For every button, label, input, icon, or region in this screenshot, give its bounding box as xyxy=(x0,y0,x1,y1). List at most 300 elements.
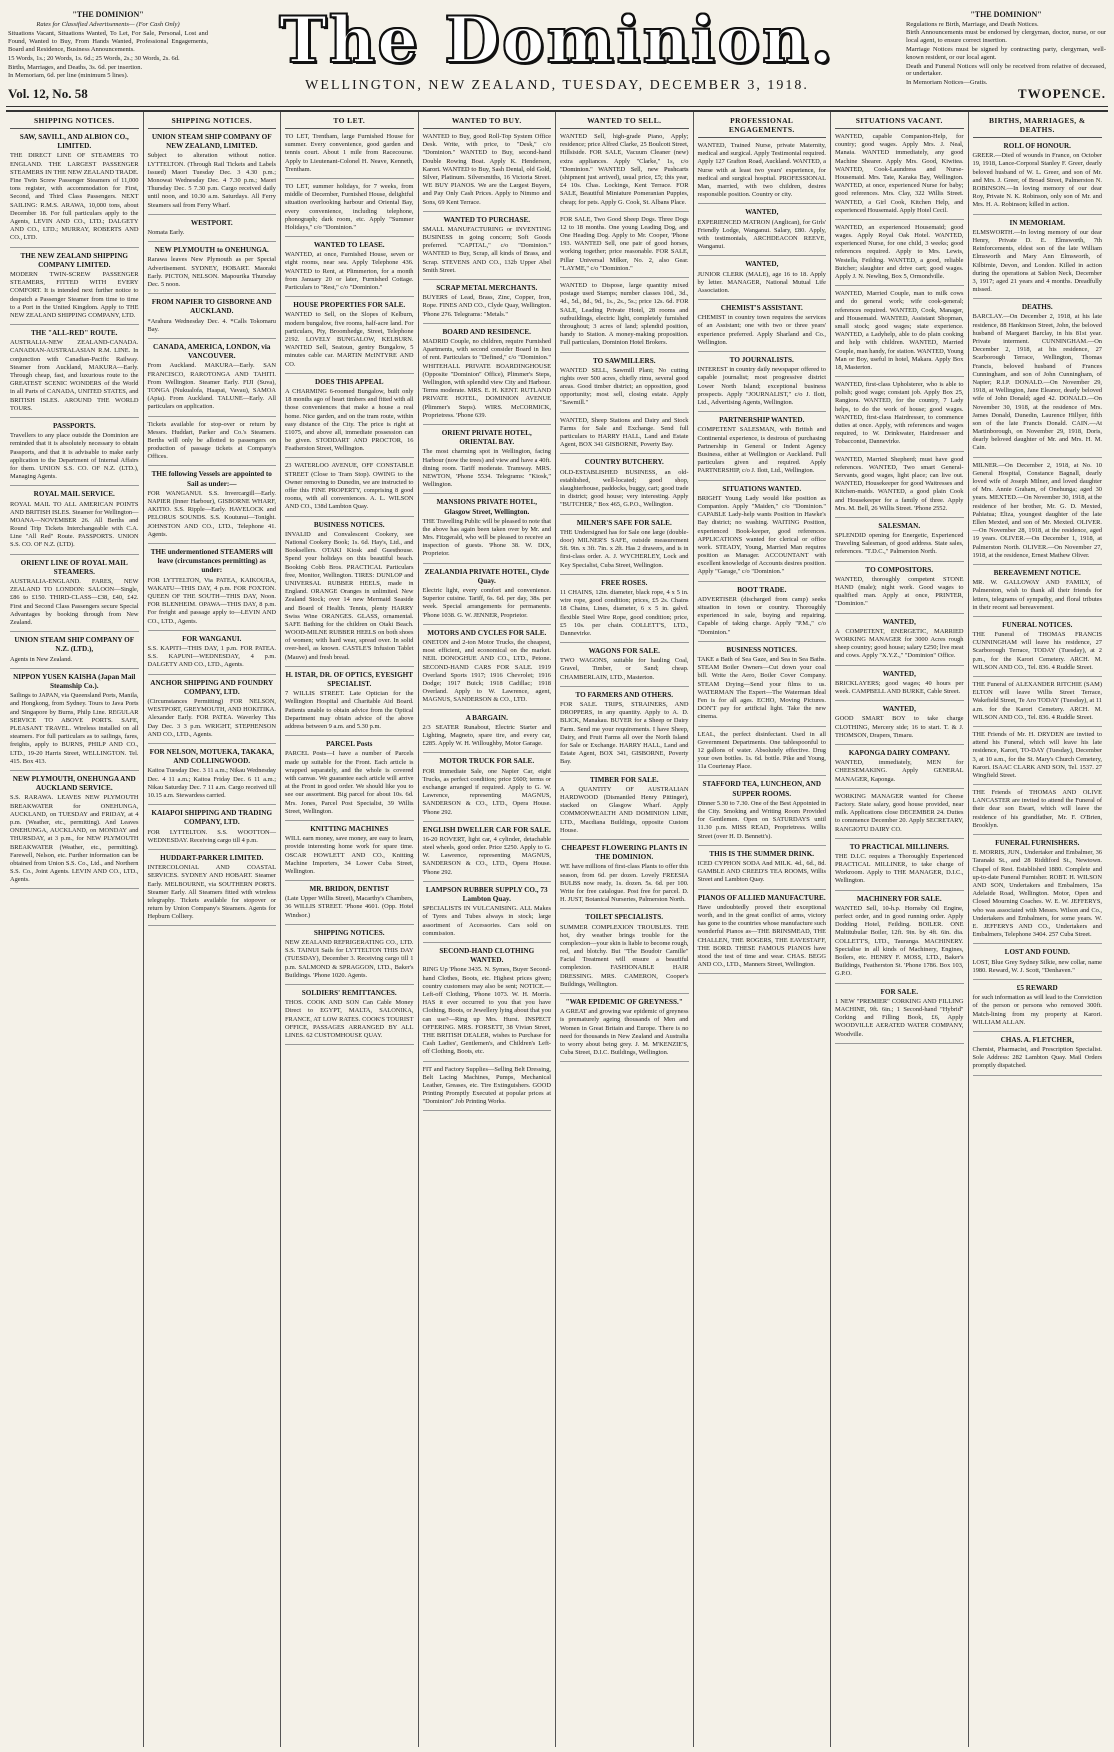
ad-body: WILL earn money, save money, are easy to learn, provide interesting home work for spare time. OSCAR HOWLETT AND CO., Knitting Machine Importers, 34 Lower Cuba Street, Wellington. xyxy=(285,835,414,875)
advertisement xyxy=(973,569,1103,617)
advertisement xyxy=(698,142,827,204)
ad-heading: ORIENT LINE OF ROYAL MAIL STEAMERS. xyxy=(20,558,128,576)
advertisement xyxy=(560,519,689,575)
ad-heading: TO PRACTICAL MILLINERS. xyxy=(849,842,949,851)
ad-heading: FOR WANGANUI. xyxy=(182,634,242,643)
right-ear-line: Regulations re Birth, Marriage, and Death Notices. xyxy=(906,20,1039,28)
column-heading: WANTED TO SELL. xyxy=(560,112,689,129)
ad-heading: SAW, SAVILL, AND ALBION CO., LIMITED. xyxy=(19,133,129,151)
ad-body: 1 NEW "PREMIER" CORKING AND FILLING MACHINE, 9ft. 6in.; 1 Second-hand "Hybrid" Corking and Filling Book, £6, Apply WOODVILLE AERATED WATER COMPANY, Woodville. xyxy=(835,997,964,1038)
ad-heading: ANCHOR SHIPPING AND FOUNDRY COMPANY, LTD. xyxy=(150,678,274,696)
column-heading: PROFESSIONAL ENGAGEMENTS. xyxy=(698,112,827,138)
ad-heading: FROM NAPIER TO GISBORNE AND AUCKLAND. xyxy=(151,298,272,316)
advertisement xyxy=(10,775,139,890)
ad-body: MODERN TWIN-SCREW PASSENGER STEAMERS, FITTED WITH EVERY COMFORT. It is intended next further notice to despatch a Passenger Steamer from time to time to a Port in the United Kingdom. Apply to THE NEW ZEALAND SHIPPING COMPANY, LTD. xyxy=(10,270,139,319)
advertisement xyxy=(423,328,552,425)
ad-body: EXPERIENCED MATRON (Anglican), for Girls' Friendly Lodge, Wanganui. Salary, £80. Apply, with testimonials, ARCHDEACON REEVE, Wanganui. xyxy=(697,218,826,251)
ad-body: TO LET, Trentham, large Furnished House for summer. Every convenience, good garden and tennis court. About 1 mile from Racecourse. Apply to Lieutenant-Colonel H. Neave, Kenneth, Trentham. xyxy=(285,133,414,173)
ad-heading: MILNER'S SAFE FOR SALE. xyxy=(576,518,672,527)
ad-heading: WANTED TO PURCHASE. xyxy=(443,215,531,224)
advertisement xyxy=(285,378,414,459)
left-ear-line: Situations Vacant, Situations Wanted, To Let, For Sale, Personal, Lost and Found, Wanted to Buy, From Hands Wanted, Professional Engagements, Board and Residence, Business Announcements. xyxy=(8,30,208,53)
advertisement xyxy=(835,749,964,789)
column-heading: BIRTHS, MARRIAGES, & DEATHS. xyxy=(973,112,1103,138)
ad-heading: BUSINESS NOTICES. xyxy=(726,645,798,654)
advertisement xyxy=(285,183,414,237)
ad-heading: HUDDART-PARKER LIMITED. xyxy=(160,853,264,862)
advertisement xyxy=(835,224,964,286)
advertisement xyxy=(148,298,277,339)
ad-body: MR. W. GALLOWAY AND FAMILY, of Palmerston, wish to thank all their friends for letters, telegrams of sympathy, and floral tributes in their recent sad bereavement. xyxy=(972,579,1102,611)
ad-heading: THE NEW ZEALAND SHIPPING COMPANY LIMITED. xyxy=(20,251,128,269)
column-heading: SHIPPING NOTICES. xyxy=(148,112,277,129)
ad-body: SMALL MANUFACTURING or INVENTING BUSINESS in going concern; Soft Goods preferred. "CAPITAL," c/o "Dominion." WANTED to Buy, Scrap, all kinds of Brass, and Scrap. STEVENS AND CO., 132b Upper Abel Smith Street. xyxy=(422,225,551,274)
advertisement xyxy=(285,301,414,374)
column-5 xyxy=(556,112,694,1747)
ad-body: BRICKLAYERS; good wages; 40 hours per week. CAMPBELL AND BURKE, Cable Street. xyxy=(835,679,964,695)
ad-body: Chemist, Pharmacist, and Prescription Specialist. Sole Address: 282 Lambton Quay. Mail Orders promptly dispatched. xyxy=(972,1046,1102,1070)
advertisement xyxy=(285,989,414,1045)
ad-heading: A BARGAIN. xyxy=(465,713,508,722)
ad-heading: ROLL OF HONOUR. xyxy=(1003,142,1071,150)
column-2 xyxy=(144,112,282,1747)
column-4 xyxy=(419,112,557,1747)
ad-body: INVALID and Convalescent Cookery, see National Cookery Book; 1s. 6d. Hay's, Ltd., and Booksellers. OTAKI Kiosk and Guesthouse. Spend your holidays on this beautiful beach. Booking Cobb Bros. PRACTICAL Particulars free, Monitor, Wellington. TIRES: DUNLOP and UNIVERSAL RUBBER HEELS, made in England. ORANGE Oranges in unlimited. New Zealand Stock; over 14 new Mermaid Seaside and Board of Health. Tennis, plenty HARRY Swiss Wine ORANGES. GLASS, ornamental. SAFE Bathing for the children on Otaki Beach. WOOD-MILNE RUBBER HEELS on both shoes of women; with hard wear, spread over. In solid over-heel, as known. CASTLE'S Infusion Tablet (Mauve) and fresh bread. xyxy=(285,530,414,661)
ad-heading: ORIENT PRIVATE HOTEL, ORIENTAL BAY. xyxy=(441,428,532,447)
ad-heading: BOOT TRADE. xyxy=(737,585,787,594)
advertisement xyxy=(285,133,414,179)
ad-body: WE have millions of first-class Plants to offer this season, from 6d. per dozen. Lovely FREESIA BULBS now ready, 1s. dozen. 5s. 6d. per 100. Write for free catalogue. Post free for parcel. D. H. JUST, Botanical Nurseries, Palmerston North. xyxy=(560,863,689,904)
ad-heading: FREE ROSES. xyxy=(601,578,648,587)
ad-heading: PARTNERSHIP WANTED. xyxy=(719,416,805,425)
right-ear-title: "THE DOMINION" xyxy=(970,10,1042,19)
ad-body: FIT and Factory Supplies—Selling Belt Dressing, Belt Lacing Machines, Pumps, Mechanical Leather, Greases, etc. Tire Extinguishers. GOOD Printing Promptly Executed at popular prices at "Dominion" Job Printing Works. xyxy=(422,1065,551,1106)
ad-heading: SOLDIERS' REMITTANCES. xyxy=(301,989,397,997)
ad-body: GOOD SMART BOY to take charge CLOTHING, Mercery side; 16 to start. T. & J. THOMSON, Drapers, Timaru. xyxy=(835,715,964,739)
ad-body: TAKE a Bath of Sea Gaze, and Sea in Sea Baths. STEAM Boiler Owners—Cut down your coal bill. Write the Aero, Boiler Cover Company. STEAM Drying—Send your films to us. WATERMAN The Expert—The Waterman Ideal Fen is for all ages. ECHO, Moving Pictures. DON'T pay for artificial light. Take the new cinema. xyxy=(697,656,826,721)
advertisement xyxy=(973,303,1103,457)
advertisement xyxy=(835,133,964,220)
ad-body: AUSTRALIA-ENGLAND. FARES, NEW ZEALAND TO LONDON: SALOON—Single, £86 to £150. THIRD-CLASS—£38, £40, £42. First and Second Class Passengers secure Special Advantages by booking through from New Zealand. xyxy=(10,578,139,627)
advertisement xyxy=(285,521,414,667)
advertisement xyxy=(423,1066,552,1112)
ad-body: WANTED, Married Shepherd; must have good references. WANTED, Two smart General-Servants, good wages, light place; can live out. WANTED, Housekeeper for good Waitresses and Kitchen-maids. WANTED, a good plain Cook and Housekeeper for a family of three. Apply Mrs. M. Bell, 26 Willis Street. 'Phone 2552. xyxy=(835,455,964,512)
ad-body: Have undoubtedly proved their exceptional worth, and in the great conflict of arms, victory has gone to the countries whose manufacture such wonderful Pianos as—THE BRINSMEAD, THE CHALLEN, THE ROGERS, THE EAVESTAFF, THE BORD. THESE FAMOUS PIANOS have stood the test of time and wear. CHAS. BEGG AND CO., LTD., Manners Street, Wellington. xyxy=(697,903,826,969)
advertisement xyxy=(423,826,552,882)
ad-body: Tickets available for stop-over or return by Messrs. Huddart, Parker and Co.'s Steamers. Berths will only be allotted to passengers on production of passage tickets at Company's Offices. xyxy=(147,420,276,461)
ad-body: WANTED Sell, high-grade Piano, Apply; residence; price Alfred Clarke, 25 Boulcott Street, Hillsiside. FOR SALE, Vacuum Cleaner (new) extra appliances. Apply "Clarke," 1s, c/o "Dominion." WANTED Sell, new Pushcarts (shipment just arrived), usual price, £5; this year, £4 10s. Chas. Lockings, Kent Terrace. FOR SALE, Beautiful Miniature Pomeranian Puppies, cheap; for pets. Apply G. Cook, St. Albans Place. xyxy=(560,133,689,206)
ad-body: 11 CHAINS, 12in. diameter, black rope, 4 x 5 in. wire rope, good condition; prices, £5 2s. Chains 18 Chains, Lines, diameter, 6 x 5 in. galvd. flexible Steel Wire Rope, good condition; price, £5 10s. per chain. COLLETT'S, LTD., Dannevirke. xyxy=(560,588,689,637)
ad-heading: WANTED, xyxy=(882,669,916,678)
volume-number: Vol. 12, No. 58 xyxy=(8,86,88,101)
masthead xyxy=(6,4,1108,107)
ad-body: WANTED to Dispose, large quantity mixed postage used Stamps; number classes 10d., 3d., 4d., 5d., 8d., 9d., 1s., 2s., 5s.; price 12s. 6d. FOR SALE, Leading Private Hotel, 28 rooms and outbuildings, electric light, completely furnished throughout; 3 acres of land; splendid position, handy to Station. A money-making proposition. Full particulars, Dominion Hotel Brokers. xyxy=(560,282,689,347)
advertisement xyxy=(285,671,414,736)
ad-heading: CHEMIST'S ASSISTANT. xyxy=(720,304,803,313)
advertisement xyxy=(835,705,964,745)
advertisement xyxy=(10,559,139,633)
ad-heading: UNION STEAM SHIP COMPANY OF N.Z. (LTD.), xyxy=(14,636,135,654)
ad-heading: TO COMPOSITORS. xyxy=(865,565,934,574)
ad-body: WANTED, an experienced Housemaid; good wages. Apply Royal Oak Hotel. WANTED, experienced Nurse, for one child, 3 weeks; good references required. Apply to Mrs. Lewis, Westella, Feilding. WANTED, a good, reliable Butcher; slaughter and drive cart; good wages. Apply J. N. Newling, Box 5, Ormondville. xyxy=(835,223,964,280)
ad-body: AUSTRALIA-NEW ZEALAND-CANADA. CANADIAN-AUSTRALASIAN R.M. LINE. In conjunction with Canadian-Pacific Railway. Steamer from Auckland, MAKURA—Early. Through cheap, fast, and luxurious route to the GREATEST SCENIC WONDERS of the World in all Parts of CANADA, UNITED STATES, and BRITISH ISLES. AROUND THE WORLD TOURS. xyxy=(10,339,139,412)
left-ear-line: 15 Words, 1s.; 20 Words, 1s. 6d.; 25 Words, 2s.; 30 Words, 2s. 6d. xyxy=(8,54,180,62)
ad-body: Agents in New Zealand. xyxy=(10,655,73,663)
advertisement xyxy=(698,780,827,845)
ad-heading: COUNTRY BUTCHERY. xyxy=(584,458,664,467)
ad-body: THE DIRECT LINE OF STEAMERS TO ENGLAND. THE LARGEST PASSENGER STEAMERS IN THE NEW ZEALAND TRADE. Fine Twin Screw Passenger Steamers of 11,000 tons register, with accommodation for First, Second, and Third Class Passengers. NEXT SAILING: R.M.S. ARAWA, 10,000 tons, about December 18. For full particulars apply to the Agents, LEVIN AND CO., LTD.; DALGETY AND CO., LTD.; MURRAY, ROBERTS AND CO., LTD. xyxy=(10,152,139,242)
advertisement xyxy=(423,429,552,494)
ad-body: WANTED SELL, Sawmill Plant; No cutting rights over 500 acres, chiefly rimu, several good areas. Good timber district; an opposition, good opportunity; most sell, closing estate. Apply "Sawmill." xyxy=(560,366,689,407)
advertisement xyxy=(148,470,277,544)
ad-body: JUNIOR CLERK (MALE), age 16 to 18. Apply by letter. MANAGER, National Mutual Life Association. xyxy=(697,270,826,294)
newspaper-title: The Dominion. xyxy=(279,3,835,78)
advertisement xyxy=(560,691,689,772)
advertisement xyxy=(148,809,277,850)
advertisement xyxy=(560,282,689,353)
advertisement xyxy=(560,133,689,212)
ad-heading: IN MEMORIAM. xyxy=(1009,218,1065,227)
advertisement xyxy=(285,740,414,821)
ad-heading: FUNERAL FURNISHERS. xyxy=(995,839,1080,848)
advertisement xyxy=(148,246,277,294)
ad-heading: BUSINESS NOTICES. xyxy=(313,520,385,529)
advertisement xyxy=(835,618,964,666)
advertisement xyxy=(148,421,277,467)
ad-body: WANTED, first-class Upholsterer, who is able to polish; good wage; constant job. Apply Box 25, Rangiora. WANTED, for the country, 7 Lady helps, to do the work of house; good wages. WANTED, first-class Hairdresser, to commence duties at once. Apply, with references and wages required, to W. Drinkwater, Hairdresser and Tobacconist, Dannevirke. xyxy=(835,381,964,446)
ad-body: for such information as will lead to the Conviction of the person or persons who removed 300ft. Match-lining from my property at Karori. WILLIAM ALLAN. xyxy=(972,994,1102,1026)
ad-body: BARCLAY.—On December 2, 1918, at his late residence, 88 Hankinson Street, John, the beloved husband of Margaret Barclay, in his 81st year. Private interment. CUNNINGHAM.—On December 2, 1918, at his residence, 27 Scarborough Terrace, Wellington, Thomas Francis, beloved husband of Frances Cunningham, and son of John Cunningham, of Napier; R.I.P. DONALD.—On November 29, 1918, at Wellington, Jane Eleanor, dearly beloved wife of John Donald; aged 42. DONALD.—On November 30, 1918, at the residence of Mrs. James Donald, Dunedin, Laurence Hillyer, fifth son of the late Francis Donald. CAIN.—At Martinborough, on November 29, 1918, Doris, dearly beloved daughter of Mr. and Mrs. H. M. Cain. xyxy=(972,313,1102,452)
dateline: WELLINGTON, NEW ZEALAND, TUESDAY, DECEMBER 3, 1918. xyxy=(305,78,809,93)
advertisement xyxy=(973,681,1103,727)
ad-heading: MR. BRIDON, DENTIST xyxy=(309,885,389,894)
advertisement xyxy=(423,568,552,625)
ad-body: WANTED, Trained Nurse, private Maternity, medical and surgical. Apply Testimonial required. Apply 127 Grafton Road, Auckland. WANTED, a Nurse with at least two years' experience, for medical and surgical hospital. PROFESSIONAL Man, married, with two children, desires responsible position. Country or city. xyxy=(697,142,826,199)
advertisement xyxy=(835,566,964,614)
column-7 xyxy=(831,112,969,1747)
ad-heading: WANTED, xyxy=(882,705,916,714)
ad-heading: HOUSE PROPERTIES FOR SALE. xyxy=(293,301,406,310)
ad-heading: TO FARMERS AND OTHERS. xyxy=(575,690,674,699)
ad-body: WANTED to Sell, on the Slopes of Kelburn, modern bungalow, five rooms, half-acre land. For particulars, Pty, Broomhedge, Street, Telephone 2192. LOVELY BUNGALOW, KELBURN. WANTED Sell, Seatoun, gentry Bungalow, 5 minutes cable car. MARTIN McINTYRE AND CO. xyxy=(285,311,414,368)
advertisement xyxy=(148,548,277,631)
advertisement xyxy=(423,886,552,943)
ad-body: E. MORRIS, JUN., Undertaker and Embalmer, 36 Taranaki St., and 28 Riddiford St., Newtown. Chapel of Rest. Established 1880. Complete and up-to-date Funeral Furnisher. ROBT. H. WILSON AND SON, Undertakers and Embalmers, 15a Adelaide Road, Wellington. Motor, Open and Closed Mourning Coaches. W. E. W. JEFFERYS, who was associated with Messrs. Wilson and Co., Undertakers and Embalmers, for some years. W. E. JEFFERYS AND CO., Undertakers and Embalmers, Telephone 3404. 257 Cuba Street. xyxy=(972,849,1102,939)
ad-body: THE Funeral of ALEXANDER RITCHIE (SAM) ELTON will leave Willis Street Terrace, Wakefield Street, Te Aro TODAY (Tuesday), at 11 a.m. for the Karori Cemetery. ARCH. M. WILSON AND CO., Tel. 836. 4 Ruddle Street. xyxy=(972,681,1102,721)
ad-heading: DOES THIS APPEAL xyxy=(314,377,384,386)
ad-heading: TIMBER FOR SALE. xyxy=(590,775,659,784)
ad-heading: FUNERAL NOTICES. xyxy=(1002,620,1073,629)
column-1 xyxy=(6,112,144,1747)
ad-heading: THIS IS THE SUMMER DRINK. xyxy=(709,849,815,858)
ad-heading: WAGONS FOR SALE. xyxy=(588,647,660,656)
ad-body: CHEMIST in country town requires the services of an Assistant; one with two or three years' experience preferred. Apply Sharland and Co., Wellington. xyxy=(697,314,826,346)
ad-body: SPECIALISTS IN VULCANISING. ALL Makes of Tyres and Tubes always in stock; large assortment of Accessories. Cars sold on commission. xyxy=(422,905,551,937)
advertisement xyxy=(148,133,277,215)
advertisement xyxy=(10,252,139,326)
ad-body: TWO WAGONS, suitable for hauling Coal, Gravel, Timber, or Sand; cheap. CHAMBERLAIN, LTD., Masterton. xyxy=(560,657,689,681)
ad-body: THE Undersigned has for Sale one large (double-door) MILNER'S SAFE, outside measurement 5ft. 9in. x 3ft. 7in. x 2ft. Has 2 drawers, and is in first-class order. A. J. WYCHERLEY, Lock and Key Specialist, Cuba Street, Wellington. xyxy=(560,528,689,569)
ad-body: 7 WILLIS STREET. Late Optician for the Wellington Hospital and Charitable Aid Board. Patients unable to obtain advice from the Optical Department may obtain advice of the above address between 9 a.m. and 5.30 p.m. xyxy=(285,690,414,730)
ad-body: OLD-ESTABLISHED BUSINESS, an old-established, well-located; good shop, slaughterhouse, paddocks, buggy, cart; good trade in district; good house; very interesting. Apply "BUTCHER," Box 465, G.P.O., Wellington. xyxy=(560,468,689,509)
ad-body: S.S. RARAWA. LEAVES NEW PLYMOUTH BREAKWATER for ONEHUNGA, AUCKLAND, on TUESDAY and FRIDAY, at 4 p.m. (Weather, etc., permitting). And Leaves ONEHUNGA, AUCKLAND, on MONDAY and THURSDAY, at 3 p.m., for NEW PLYMOUTH BREAKWATER (Weather, etc., permitting). Farewell, Nelson, etc. Further information can be obtained from Union S.S. Co., Ltd., and Northern S.S. Co., Joint Agents. LEVIN AND CO., LTD., Agents. xyxy=(10,794,139,884)
ad-heading: ROYAL MAIL SERVICE. xyxy=(33,490,115,499)
ad-heading: SITUATIONS WANTED. xyxy=(722,484,802,493)
column-heading: TO LET. xyxy=(285,112,414,129)
column-3 xyxy=(281,112,419,1747)
advertisement xyxy=(560,776,689,840)
ad-heading: CHEAPEST FLOWERING PLANTS IN THE DOMINION. xyxy=(561,843,688,862)
ad-body: COMPETENT SALESMAN, with British and Continental experience, is desirous of purchasing Partnership in General or Indent Agency Business, either at Wellington or Auckland. Full particulars given and required. Apply PARTNERSHIP, c/o J. Ilott, Ltd., Wellington. xyxy=(697,426,826,475)
ad-body: FOR LYTTELTON. S.S. WOOTTON—WEDNESDAY. Receiving cargo till 4 p.m. xyxy=(147,828,276,844)
ad-body: A COMPETENT, ENERGETIC, MARRIED WORKING MANAGER for 3000 Acres rough sheep country; good house; salary £250; live meat and cows. Apply "X.Y.Z.," "Dominion" Office. xyxy=(835,627,964,660)
ad-heading: PIANOS OF ALLIED MANUFACTURE. xyxy=(697,893,826,902)
advertisement xyxy=(423,498,552,563)
advertisement xyxy=(10,636,139,669)
advertisement xyxy=(423,629,552,710)
advertisement xyxy=(10,673,139,771)
ad-body: ADVERTISER (discharged from camp) seeks situation in town or country. Thoroughly experienced in sale, buying and repairing. Capable of taking charge. Apply "P.M.," c/o "Dominion." xyxy=(697,595,826,636)
advertisement xyxy=(285,929,414,985)
advertisement xyxy=(973,731,1103,785)
ad-heading: CHAS. A. FLETCHER, xyxy=(1000,1035,1074,1044)
advertisement xyxy=(423,216,552,280)
ad-body: ELMSWORTH.—In loving memory of our dear Henry, Private D. E. Elmsworth, 7th Reinforcements, eldest son of the late William Elmsworth and Mary Ann Elmsworth, of Kilbirnie, Devon, and London. Killed in action during the operations at Sablon Neck, December 3, 1917; aged 21 years and 4 months. Dreadfully missed. xyxy=(972,228,1102,294)
ad-body: 2/3 SEATER Runabout, Electric Starter and Lighting, Magneto, spare tire, and every car, £285. Apply W. H. Willoughby, Motor Garage. xyxy=(422,723,551,748)
ad-heading: MOTOR TRUCK FOR SALE. xyxy=(439,757,535,766)
advertisement xyxy=(423,947,552,1062)
ad-body: BUYERS of Lead, Brass, Zinc, Copper, Iron, Rope. FINES AND CO., Clyde Quay, Wellington. 'Phone 276. Telegrams: "Metals." xyxy=(422,294,551,318)
title-block xyxy=(236,4,878,94)
ad-heading: KAIAPOI SHIPPING AND TRADING COMPANY, LTD. xyxy=(151,809,273,827)
ad-body: FOR LYTTELTON, Via PATEA, KAIKOURA, WAKATU—THIS DAY, 4 p.m. FOR FOXTON. QUEEN OF THE SOUTH—THIS DAY, Noon. FOR BLENHEIM. OPAWA—THIS DAY, 8 p.m. For freight and passage apply to—LEVIN AND CO., LTD., Agents. xyxy=(147,576,276,625)
advertisement xyxy=(423,757,552,821)
ad-body: Dinner 5.30 to 7.30. One of the Best Appointed in the City. Smoking and Writing Room Provided for Gentlemen. Open on SATURDAYS until 11.30 p.m. MISS READ, Proprietress. Willis Street (over H. D. Bennett's). xyxy=(697,799,826,840)
advertisement xyxy=(973,1036,1103,1076)
ad-body: WANTED, at once, Furnished House, seven or eight rooms, near sea. Apply Telephone 436. WANTED to Rent, at Plimmerton, for a month from January 20 or later, Furnished Cottage. Particulars to "Rest," c/o "Dominion." xyxy=(285,251,414,292)
ad-body: INTEREST in country daily newspaper offered to capable journalist; most progressive district Lower North Island; exceptional business prospects. Apply "JOURNALIST," c/o J. Ilott, Ltd., Advertising Agents, Wellington. xyxy=(697,366,826,406)
ad-heading: PASSPORTS. xyxy=(52,421,96,430)
advertisement xyxy=(560,913,689,994)
ad-body: From Auckland. MAKURA—Early. SAN FRANCISCO, RAROTONGA AND TAHITI. From Wellington. Steamer Early. FIJI (Suva), TONGA (Nukualofa, Haapai, Vavau), SAMOA (Apia). From Auckland. TALUNE—Early. All particulars on application. xyxy=(147,362,276,411)
ad-heading: WANTED, xyxy=(745,260,779,269)
ad-body: ICED CYPHON SODA And MILK. 4d., 6d., 8d. GAMBLE AND CREED'S TEA ROOMS, Willis Street and Lambton Quay. xyxy=(697,860,826,884)
ad-body: S.S. KAPITI—THIS DAY, 1 p.m. FOR PATEA. S.S. KAPUNI—WEDNESDAY, 4 p.m. DALGETY AND CO., LTD., Agents. xyxy=(147,645,276,669)
ad-body: Nomata Early. xyxy=(147,228,185,236)
ad-heading: MANSIONS PRIVATE HOTEL, Glasgow Street, Wellington. xyxy=(436,498,538,516)
column-heading: WANTED TO BUY. xyxy=(423,112,552,129)
ad-body: THE Friends of Mr. H. DRYDEN are invited to attend his Funeral, which will leave his late residence, Karori, TO-DAY (Tuesday), December 3, at 10 a.m., for the St. Mary's Church Cemetery, Karori. ISAAC CLARK AND SON, Tel. 1537. 27 Wingfield Street. xyxy=(972,730,1102,779)
ad-heading: THE "ALL-RED" ROUTE. xyxy=(31,329,118,338)
advertisement xyxy=(973,839,1103,944)
ad-heading: NEW PLYMOUTH to ONEHUNGA. xyxy=(154,246,269,255)
ad-body: The most charming spot in Wellington, facing Harbour (now the trees) and view and have a 40ft. dining room. Tariff moderate. Tramway. MRS. NEWTON, 'Phone 5534. Telegrams: "Kiosk," Wellington. xyxy=(422,448,551,489)
ad-body: RING Up 'Phone 3435. N. Symes, Buyer Second-hand Clothes, Boots, etc. Highest prices given; country customers may also be sent; NOTICE.—Left-off Clothing, 'Phone 1073. W. H. Morris. HAS it ever occurred to you that you have Clothing, Boots, or Jewellery lying about that you can use?—Ring up Mrs. Hurst. INSPECT OFFERING. MRS. FORSETT, 38 Vivian Street, THE BRITISH DEALER, wishes to Purchase for Cash Ladies', Gentlemen's, and Children's Left-off Clothing, Boots, etc. xyxy=(422,966,551,1056)
advertisement xyxy=(835,522,964,562)
advertisement xyxy=(423,133,552,212)
advertisement xyxy=(698,304,827,352)
ad-body: WANTED, immediately, MEN for CHEESEMAKING. Apply GENERAL MANAGER, Kaponga. xyxy=(835,759,964,783)
advertisement xyxy=(560,647,689,687)
ad-body: WANTED to Buy, good Roll-Top System Office Desk. Write, with price, to "Desk," c/o "Dominion." WANTED to Buy, second-hand Double Rowing Boat. Apply K. Henderson, Karori. WANTED to Buy, Sash Dental, old Gold, Silver, Platinum. Silversmiths, 16 Victoria Street. WE BUY PIANOS. We are the Largest Buyers, and Pay Only Cash Prices. Apply to Nimmo and Sons, 69 Kent Terrace. xyxy=(422,133,551,206)
ad-body: FOR SALE, Two Good Sheep Dogs. Three Dogs 12 to 18 months. One young Leading Dog, and One Heading Dog. Apply to Mr. Cooper, 'Phone 193. WANTED Sell, one pair of good horses, working together; price reasonable. FOR SALE, Pillar Universal Milker, No. 2, also Gear. "LAYME," c/o "Dominion." xyxy=(560,215,689,272)
ad-heading: DEATHS. xyxy=(1021,303,1053,312)
ad-body: Travellers to any place outside the Dominion are reminded that it is absolutely necessary to obtain Passports, and that it is advisable to make early application to the Department of Internal Affairs for them. UNION S.S. CO. OF N.Z. (LTD.), Managing Agents. xyxy=(10,432,139,481)
ad-body: TO LET, summer holidays, for 7 weeks, from middle of December, Furnished House, delightful situation overlooking harbour and Oriental Bay, every convenience, including telephone, phonograph; dark room, etc. Apply "Summer Holidays," c/o "Dominion." xyxy=(285,182,414,231)
advertisement xyxy=(973,984,1103,1032)
column-heading: SITUATIONS VACANT. xyxy=(835,112,964,129)
advertisement xyxy=(148,343,277,417)
column-heading: SHIPPING NOTICES. xyxy=(10,112,139,129)
advertisement xyxy=(285,241,414,297)
advertisement xyxy=(698,485,827,582)
ad-body: NEW ZEALAND REFRIGERATING CO., LTD. S.S. TAINUI Sails for LYTTELTON THIS DAY (TUESDAY), December 3. Receiving cargo till 1 p.m. SALMOND & SPRAGGON, LTD., Baker's Buildings. 'Phone 1020. Agents. xyxy=(285,939,414,979)
ad-body: 23 WATERLOO AVENUE, OFF CONSTABLE STREET (Close to Tram Stop). OWING to the Owner removing to Dunedin, we are instructed to offer this FINE PROPERTY, comprising 8 good rooms, with all conveniences. A. L. WILSON AND CO., 138d Lambton Quay. xyxy=(285,462,414,511)
ad-body: A CHARMING 6-roomed Bungalow, built only 18 months ago of heart timbers and fitted with all those conveniences that make a house a real home. Nice garden, and on the tram route, within easy distance of the City. The price is right at £1075, and above all, immediate possession can be given. STODDART AND PROCTOR, 16 Featherston Street, Wellington. xyxy=(285,387,414,453)
advertisement xyxy=(10,490,139,554)
ad-body: FOR immediate Sale, one Napier Car, eight Trucks, as perfect condition; price £600; terms or exchange arranged if required. Apply to G. W. Lawrence, representing MAGNUS, SANDERSON & CO., LTD., Opera House. 'Phone 292. xyxy=(422,767,551,816)
ad-body: INTERCOLONIAL AND COASTAL SERVICES. SYDNEY AND HOBART. Steamer Early. MELBOURNE, via SOUTHERN PORTS. Steamer Early. All Steamers fitted with wireless telegraphy. Tickets available for stopover or return by Union Company's Steamers. Agents for Hepburn Colliery. xyxy=(147,864,276,921)
ad-heading: CANADA, AMERICA, LONDON, via VANCOUVER. xyxy=(153,342,271,361)
ad-heading: SHIPPING NOTICES. xyxy=(313,928,385,937)
advertisement xyxy=(423,284,552,324)
ad-heading: FOR NELSON, MOTUEKA, TAKAKA, AND COLLINGWOOD. xyxy=(149,747,274,766)
right-ear-line: Birth Announcements must be endorsed by clergyman, doctor, nurse, or our local agent, to ensure correct insertion. xyxy=(906,29,1106,45)
right-ear-line: In Memoriam Notices—Gratis. xyxy=(906,79,988,87)
ad-body: THE D.I.C. requires a Thoroughly Experienced PRACTICAL MILLINER, to take charge of Workroom. Apply to THE MANAGER, D.I.C., Wellington. xyxy=(835,852,964,885)
advertisement xyxy=(698,260,827,300)
ad-body: (Late Upper Willis Street), Macarthy's Chambers, 36 WILLIS STREET. 'Phone 4601. (Opp. Hotel Windsor.) xyxy=(285,895,414,919)
advertisement xyxy=(835,988,964,1044)
ad-heading: NIPPON YUSEN KAISHA (Japan Mail Steamship Co.). xyxy=(13,672,136,691)
ad-body: WANTED, Sheep Stations and Dairy and Stock Farms for Sale and Exchange. Send full particulars to HARRY HALL, Land and Estate Agent, BOX 341 GISBORNE, Poverty Bay. xyxy=(560,416,689,449)
ad-body: Rarawa leaves New Plymouth as per Special Advertisement. SYDNEY, HOBART. Maoraki Early. PICTON, NELSON. Mapourika Thursday Dec. 5 noon. xyxy=(147,256,276,288)
ad-body: WANTED, Married Couple, man to milk cows and do general work; wife cook-general; references required. WANTED, Cook, Manager, and Housemaid. WANTED, Assistant Shopman, small stock; good wages; state experience. WANTED, a Ladyhelp, able to do plain cooking and help with children. WANTED, Married Couple, man handy, for station. WANTED, Young Man or Boy, useful in hotel, Makara. Apply Box 18, Masterton. xyxy=(835,290,964,371)
ad-heading: TO SAWMILLERS. xyxy=(592,356,656,365)
left-ear-line: In Memoriam, 6d. per line (minimum 5 lines). xyxy=(8,72,129,80)
ad-heading: PARCEL Posts xyxy=(326,740,373,749)
advertisement xyxy=(835,456,964,518)
ad-body: (Circumstances Permitting) FOR NELSON, WESTPORT, GREYMOUTH, AND HOKITIKA. Alexander Early. FOR PATEA. Waverley This Day Dec. 3 3 p.m. WRIGHT, STEPHENSON AND CO., LTD., Agents. xyxy=(147,698,276,738)
advertisement xyxy=(835,381,964,452)
advertisement xyxy=(148,635,277,675)
advertisement xyxy=(10,329,139,418)
ad-heading: KNITTING MACHINES xyxy=(310,824,389,833)
advertisement xyxy=(698,894,827,975)
ad-body: SPLENDID opening for Energetic, Experienced Traveling Salesman, of good address. State sales, references. "T.D.C.," Palmerston North. xyxy=(835,532,964,556)
ad-heading: "WAR EPIDEMIC OF GREYNESS." xyxy=(565,998,683,1006)
column-6 xyxy=(694,112,832,1747)
ad-body: WANTED Sell, 10-h.p. Hornsby Oil Engine, perfect order, and in good running order. Apply Dodding Hotel, Feilding. BOILER. ONE Multitubular Boiler, 12ft. 9in. by 4ft. 6in. dia. COLLETT'S, LTD., Tauranga. MACHINERY. Specialise in all kinds of Machinery, Engines, Boilers, etc. HENRY F. MOSS, LTD., Baker's Buildings, Featherston St. 'Phone 1786. Box 103, G.P.O. xyxy=(835,904,964,978)
ad-heading: BOARD AND RESIDENCE. xyxy=(442,327,531,336)
advertisement xyxy=(698,208,827,256)
advertisement xyxy=(973,789,1103,835)
ad-body: PARCEL Posts—I have a number of Parcels made up suitable for the Front. Each article is wrapped separately, and the whole is covered with canvas. We guarantee each article will arrive at the Front in good order. We should like you to see our assortment. Big parcel for about 10s. 6d. Mrs. Jones, Parcel Post Specialist, 39 Willis Street, Wellington. xyxy=(285,750,414,815)
ad-body: A GREAT and growing war epidemic of greyness is prematurely ageing thousands of Men and Women in Great Britain and Europe. There is no need for thousands in New Zealand and Australia to worry about being grey. J. M. M'KENZIE'S, Cuba Street, D.I.C. Buildings, Wellington. xyxy=(560,1008,689,1057)
advertisement xyxy=(148,679,277,744)
ad-body: Sailings to JAPAN, via Queensland Ports, Manila, and Hongkong, from Sydney. Tours to Java Ports and Singapore by Burns, Philp Line. REGULAR SERVICE TO ABOVE PORTS. SAFE, PLEASANT TRAVEL. Wireless installed on all steamers. For full particulars as to sailings, fares, freights, apply to BURNS, PHILP AND CO., LTD., 19-20 Harris Street, WELLINGTON. Tel. 415. Box 413. xyxy=(10,692,139,765)
advertisement xyxy=(835,290,964,377)
right-ear-line: Death and Funeral Notices will only be received from relative of deceased, or undertaker. xyxy=(906,62,1106,78)
left-ear-subtitle: Rates for Classified Advertisements— (For Cash Only) xyxy=(36,20,180,28)
advertisement xyxy=(973,142,1103,215)
advertisement xyxy=(835,670,964,702)
ad-body: SUMMER COMPLEXION TROUBLES. THE hot, dry weather brings trouble for the complexion—your skin is liable to become rough, red, and blotchy. But "The Boudoir Camille" Facial Treatment will ensure a beautiful complexion. FASHIONABLE HAIR DRESSING. MRS. CAMERON, Cooper's Buildings, Wellington. xyxy=(560,923,689,988)
advertisement xyxy=(973,219,1103,300)
advertisement xyxy=(973,462,1103,565)
ad-heading: H. ISTAR, DR. OF OPTICS, EYESIGHT SPECIALIST. xyxy=(285,670,414,689)
ad-heading: £5 REWARD xyxy=(1016,983,1058,992)
ad-heading: SCRAP METAL MERCHANTS. xyxy=(436,284,538,293)
ad-body: Subject to alteration without notice. LYTTELTON. (Through Rail Tickets and Labels Issued) Maori Tuesday Dec. 3 4.30 p.m.; Monowai Wednesday Dec. 4 7.30 p.m.; Maori Thursday Dec. 5 7.30 p.m. Cargo received daily until noon, and 10.30 a.m. Saturdays. All Ferry Steamers sail from Ferry Wharf. xyxy=(147,152,276,209)
advertisement xyxy=(148,854,277,927)
ad-body: Kaitoa Tuesday Dec. 3 11 a.m.; Nikau Wednesday Dec. 4 11 a.m.; Kaitoa Friday Dec. 6 11 a.m.; Nikau Saturday Dec. 7 11 a.m. Cargo received till 10.15 a.m. Stewardess carried. xyxy=(147,767,276,799)
ad-heading: SECOND-HAND CLOTHING WANTED. xyxy=(439,947,535,965)
price: TWOPENCE. xyxy=(1017,86,1106,101)
ad-body: MILNER.—On December 2, 1918, at No. 10 General Hospital, Constance Bagnall, dearly loved wife of Joseph Milner, and loved daughter of Mrs. Annie Graham, of Onehunga; aged 30 years. MEXTED.—On November 30, 1918, at the residence of her brother, Mr. G. D. Mexted, Pahiatua; Eliza, youngest daughter of the late Ellen Mexted, and son of Mr. Mexted. OLIVER.—On November 28, 1918, at the residence, aged 19 years. OLIVER.—On December 1, 1918, at Palmerston North. OLIVER.—On November 27, 1918, at the residence, Ernest Mathew Oliver. xyxy=(972,461,1102,559)
ad-body: FOR WANGANUI. S.S. Invercargill—Early. NAPIER (Inner Harbour), GISBORNE WHARF, AKITIO. S.S. Ripple—Early. HAVELOCK and PELORUS SOUNDS. S.S. Koutunui—Tonight. JOHNSTON AND CO., LTD., Telephone 41. Agents. xyxy=(147,489,276,538)
ad-heading: WANTED TO LEASE. xyxy=(313,241,385,250)
ad-body: THE Friends of THOMAS AND OLIVE LANCASTER are invited to attend the Funeral of their dear son Ewart, which will leave the residence of his grandfather, Mr. F. O'Brien, Brooklyn. xyxy=(972,789,1102,829)
ad-heading: LAMPSON RUBBER SUPPLY CO., 73 Lambton Quay. xyxy=(425,885,548,904)
ad-heading: MOTORS AND CYCLES FOR SALE. xyxy=(427,628,547,637)
ad-body: WORKING MANAGER wanted for Cheese Factory. State salary, good house provided, near milk. Applications close DECEMBER 24. Duties to commence December 20. Apply SECRETARY, RANGIOTU DAIRY CO. xyxy=(835,792,964,833)
ad-body: WANTED, thoroughly competent STONE HAND (male); night work. Good wages to qualified man. Apply at once, PRINTER, "Dominion." xyxy=(835,575,964,608)
ad-heading: BEREAVEMENT NOTICE. xyxy=(993,568,1081,577)
advertisement xyxy=(560,357,689,413)
advertisement xyxy=(560,844,689,909)
ad-body: MADRID Couple, no children, require Furnished Apartments, with second consider Board in lieu of rent. Particulars to "Defined," c/o "Dominion." WHITEHALL PRIVATE BOARDINGHOUSE (Opposite "Dominion" Office), Plimmer's Steps, Wellington, with splendid view City and Harbour. Terms moderate. MRS. E. H. KENT. RUTLAND PRIVATE HOTEL, DOMINION AVENUE (Plimmer's Steps). WIRS. McCORMICK, Proprietress. 'Phone 639. xyxy=(422,338,551,419)
ad-heading: THE undermentioned STEAMERS will leave (circumstances permitting) as under: xyxy=(150,548,273,575)
advertisement xyxy=(835,895,964,984)
advertisement xyxy=(285,885,414,925)
ad-heading: MACHINERY FOR SALE. xyxy=(856,894,942,903)
advertisement xyxy=(698,850,827,890)
advertisement xyxy=(560,417,689,455)
left-ear-title: "THE DOMINION" xyxy=(72,10,144,19)
ad-body: ONETON and 2-ton Motor Trucks, the cheapest, most efficient, and economical on the market. NEIL DONOGHUE AND CO., LTD., Petone. SECOND-HAND CARS FOR SALE. 1919 Overland Sports 1917; 1916 Chevrolet; 1916 Dodge; 1917 Buick; 1918 Cadillac; 1918 Overland. Apply to W. Lawrence, agent, MAGNUS, SANDERSON & CO., LTD. xyxy=(422,639,551,704)
ad-heading: TOILET SPECIALISTS. xyxy=(585,913,664,922)
advertisement xyxy=(285,825,414,881)
advertisement xyxy=(423,714,552,754)
ad-body: BRIGHT Young Lady would like position as Companion. Apply "Maiden," c/o "Dominion." CAPABLE Lady-help wants Position in Hawke's Bay district; no washing. WAITING Position, experienced Book-keeper, good references. APPLICATIONS wanted for clerical or office work. STEADY, Young, Married Man requires position as Manager. ACCOUNTANT with excellent knowledge of Accounts desires position. Apply "Garage," c/o "Dominion." xyxy=(697,494,826,576)
advertisement xyxy=(698,356,827,412)
ad-heading: WANTED, xyxy=(882,617,916,626)
ad-body: Electric light, every comfort and convenience. Superior cuisine. Tariff, 6s. 6d. per day, 38s. per week. Special arrangements for permanents. 'Phone 1038. G. W. JENNER, Proprietor. xyxy=(422,587,551,619)
ad-heading: ZEALANDIA PRIVATE HOTEL, Clyde Quay. xyxy=(424,567,549,585)
ad-body: LEAL, the perfect disinfectant. Used in all Government Departments. One tablespoonful to 12 gallons of water. Absolutely effective. Drug your own bottles. 1s. 6d. bottle. Pike and Young, 11a Courtenay Place. xyxy=(697,730,826,771)
ad-body: FOR SALE. TRIPS, STRAINERS, AND DROPPERS, in any quantity. Apply to A. D. BLICK, Manakau. BUYER for a Sheep or Dairy Farm. Send me your requirements. I have Sheep, Dairy, and Fruit Farms all over the North Island for Sale or Exchange. HARRY HALL, Land and Estate Agent, BOX 341, GISBORNE, Poverty Bay. xyxy=(560,701,689,766)
advertisement xyxy=(148,748,277,805)
advertisement xyxy=(698,646,827,727)
advertisement xyxy=(835,793,964,839)
advertisement xyxy=(698,586,827,642)
advertisement xyxy=(560,216,689,278)
advertisement xyxy=(698,416,827,480)
ad-heading: FOR SALE. xyxy=(880,987,919,996)
advertisement xyxy=(560,458,689,514)
columns-container xyxy=(6,112,1108,1747)
ad-heading: LOST AND FOUND. xyxy=(1004,948,1070,957)
ad-body: A QUANTITY OF AUSTRALIAN HARDWOOD (Dismantled Henry Pittinger), stacked on Glasgow Wharf. Apply COMMONWEALTH AND DOMINION LINE, LTD., Macdiana Buildings, opposite Custom House. xyxy=(560,785,689,834)
ad-heading: WANTED, xyxy=(745,208,779,217)
ad-body: *Arahura Wednesday Dec. 4. *Calls Tokomaru Bay. xyxy=(147,317,276,333)
ad-heading: SALESMAN. xyxy=(878,521,921,530)
ad-heading: STAFFORD TEA, LUNCHEON, AND SUPPER ROOMS. xyxy=(702,780,822,798)
ad-heading: NEW PLYMOUTH, ONEHUNGA AND AUCKLAND SERVICE. xyxy=(12,774,136,793)
ad-heading: ENGLISH DWELLER CAR FOR SALE. xyxy=(422,825,551,834)
ad-body: GREER.—Died of wounds in France, on October 19, 1918, Lance-Corporal Stanley F. Greer, dearly beloved husband of W. L. Greer, and son of Mr. and Mrs. J. Greer, of Broad Street, Palmerston N. ROBINSON.—In loving memory of our dear Roy, Private N. K. Robinson, only son of Mr. and Mrs. H. A. Robinson; killed in action. xyxy=(972,152,1102,209)
